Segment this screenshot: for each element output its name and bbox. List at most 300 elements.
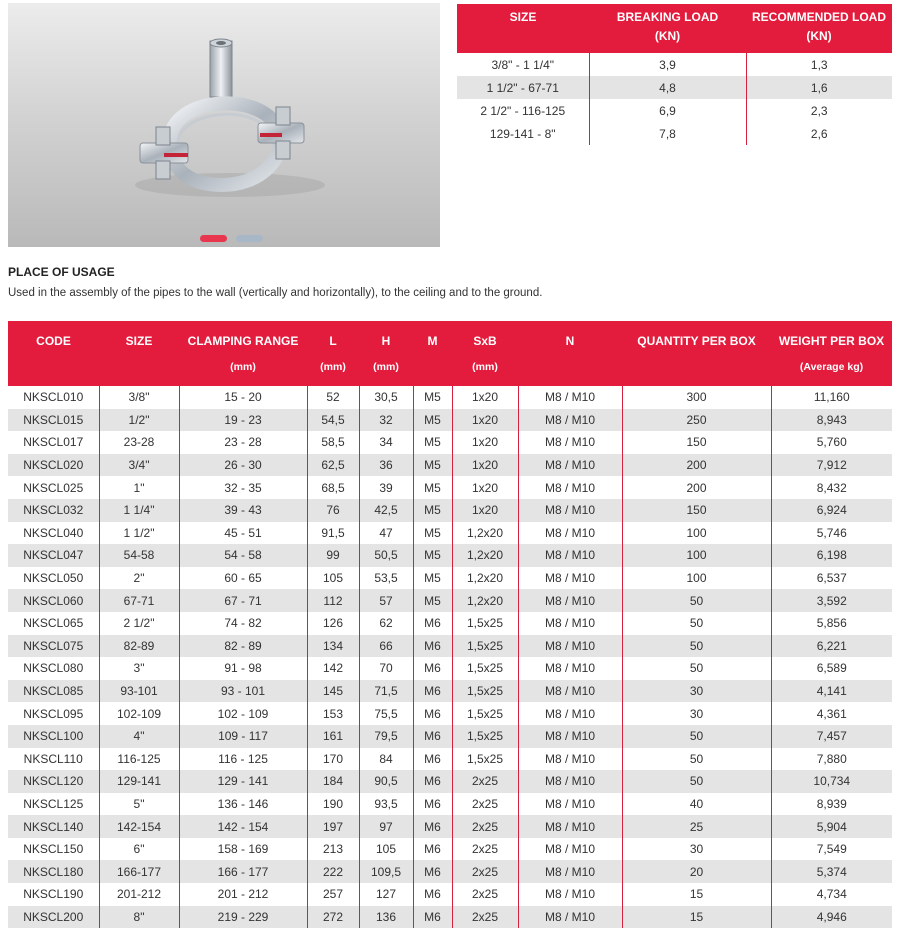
column-header: CODE <box>8 321 99 361</box>
table-row <box>8 589 892 612</box>
cell: 8,939 <box>771 793 892 816</box>
cell: M8 / M10 <box>518 702 622 725</box>
cell: 102-109 <box>99 702 179 725</box>
cell: 1" <box>99 476 179 499</box>
table-row <box>8 838 892 861</box>
cell: 1,5x25 <box>452 612 518 635</box>
cell: 2x25 <box>452 793 518 816</box>
cell: M8 / M10 <box>518 589 622 612</box>
cell: M6 <box>413 680 452 703</box>
cell: 1x20 <box>452 386 518 409</box>
cell: 32 <box>359 409 413 432</box>
table-row <box>8 702 892 725</box>
cell: NKSCL010 <box>8 386 99 409</box>
cell: 2x25 <box>452 838 518 861</box>
cell: 15 <box>622 883 771 906</box>
cell: 1x20 <box>452 431 518 454</box>
cell: 2x25 <box>452 770 518 793</box>
usage-title: PLACE OF USAGE <box>8 265 115 279</box>
cell: 105 <box>307 567 359 590</box>
cell: 136 <box>359 906 413 928</box>
cell: 47 <box>359 522 413 545</box>
cell: 112 <box>307 589 359 612</box>
cell: 200 <box>622 454 771 477</box>
table-row <box>8 409 892 432</box>
table-row <box>8 680 892 703</box>
cell: 30 <box>622 702 771 725</box>
cell: 2x25 <box>452 860 518 883</box>
cell: 52 <box>307 386 359 409</box>
cell: M8 / M10 <box>518 815 622 838</box>
cell: 1x20 <box>452 499 518 522</box>
cell: 23 - 28 <box>179 431 307 454</box>
table-row <box>8 748 892 771</box>
cell: NKSCL020 <box>8 454 99 477</box>
cell: 75,5 <box>359 702 413 725</box>
cell: 54,5 <box>307 409 359 432</box>
cell: 8" <box>99 906 179 928</box>
cell: 1,2x20 <box>452 567 518 590</box>
cell: 5,856 <box>771 612 892 635</box>
cell: 1,5x25 <box>452 702 518 725</box>
cell: 34 <box>359 431 413 454</box>
cell: NKSCL180 <box>8 860 99 883</box>
header-size: SIZE <box>457 4 589 53</box>
cell: 93 - 101 <box>179 680 307 703</box>
product-table-units <box>8 361 892 386</box>
load-table-row <box>457 53 892 76</box>
cell: M6 <box>413 906 452 928</box>
cell: 200 <box>622 476 771 499</box>
header-breaking-load: BREAKING LOAD (KN) <box>589 4 746 53</box>
cell: 7,457 <box>771 725 892 748</box>
table-row <box>8 544 892 567</box>
table-row <box>8 815 892 838</box>
column-header: QUANTITY PER BOX <box>622 321 771 361</box>
cell: M8 / M10 <box>518 386 622 409</box>
cell: M8 / M10 <box>518 567 622 590</box>
cell: M8 / M10 <box>518 499 622 522</box>
cell: NKSCL110 <box>8 748 99 771</box>
cell: 4,141 <box>771 680 892 703</box>
table-row <box>8 612 892 635</box>
cell: NKSCL095 <box>8 702 99 725</box>
cell: M6 <box>413 838 452 861</box>
cell: 129-141 - 8" <box>489 126 556 141</box>
cell: 272 <box>307 906 359 928</box>
cell: M6 <box>413 770 452 793</box>
cell: 4,734 <box>771 883 892 906</box>
column-header: SIZE <box>99 321 179 361</box>
cell: M5 <box>413 589 452 612</box>
cell: 126 <box>307 612 359 635</box>
cell: NKSCL080 <box>8 657 99 680</box>
cell: 1,5x25 <box>452 657 518 680</box>
cell: NKSCL065 <box>8 612 99 635</box>
cell: 6,9 <box>589 99 746 122</box>
table-row <box>8 386 892 409</box>
column-header: SxB <box>452 321 518 361</box>
cell: 42,5 <box>359 499 413 522</box>
cell: 1/2" <box>99 409 179 432</box>
cell: 15 - 20 <box>179 386 307 409</box>
cell: 57 <box>359 589 413 612</box>
cell: NKSCL025 <box>8 476 99 499</box>
load-table-row <box>457 99 892 122</box>
cell: M8 / M10 <box>518 409 622 432</box>
cell: 3/8" <box>99 386 179 409</box>
cell: 23-28 <box>99 431 179 454</box>
cell: 150 <box>622 499 771 522</box>
table-row <box>8 499 892 522</box>
cell: 50 <box>622 657 771 680</box>
column-header: H <box>359 321 413 361</box>
cell: 1 1/4" <box>99 499 179 522</box>
cell: 158 - 169 <box>179 838 307 861</box>
column-unit: (mm) <box>452 361 518 386</box>
cell: M6 <box>413 635 452 658</box>
cell: 4,361 <box>771 702 892 725</box>
cell: 300 <box>622 386 771 409</box>
cell: 166-177 <box>99 860 179 883</box>
cell: 161 <box>307 725 359 748</box>
cell: 257 <box>307 883 359 906</box>
cell: 1,5x25 <box>452 680 518 703</box>
cell: 39 <box>359 476 413 499</box>
cell: M6 <box>413 612 452 635</box>
cell: NKSCL100 <box>8 725 99 748</box>
cell: M5 <box>413 409 452 432</box>
cell: M8 / M10 <box>518 635 622 658</box>
cell: 7,912 <box>771 454 892 477</box>
pipe-clamp-image <box>8 3 440 247</box>
cell: 184 <box>307 770 359 793</box>
cell: 142 <box>307 657 359 680</box>
table-row <box>8 860 892 883</box>
cell: NKSCL190 <box>8 883 99 906</box>
column-unit <box>413 361 452 386</box>
cell: 91,5 <box>307 522 359 545</box>
cell: M8 / M10 <box>518 522 622 545</box>
cell: 67-71 <box>99 589 179 612</box>
cell: 3" <box>99 657 179 680</box>
cell: 2x25 <box>452 883 518 906</box>
cell: 50 <box>622 612 771 635</box>
cell: M8 / M10 <box>518 793 622 816</box>
header-recommended-load: RECOMMENDED LOAD (KN) <box>746 4 892 53</box>
table-row <box>8 883 892 906</box>
cell: M8 / M10 <box>518 770 622 793</box>
cell: 50,5 <box>359 544 413 567</box>
cell: NKSCL150 <box>8 838 99 861</box>
cell: NKSCL120 <box>8 770 99 793</box>
cell: M8 / M10 <box>518 725 622 748</box>
table-row <box>8 770 892 793</box>
cell: 6,537 <box>771 567 892 590</box>
cell: 1 1/2" <box>99 522 179 545</box>
cell: 67 - 71 <box>179 589 307 612</box>
table-row <box>8 431 892 454</box>
cell: 116-125 <box>99 748 179 771</box>
cell: 7,549 <box>771 838 892 861</box>
table-row <box>8 793 892 816</box>
product-table-header <box>8 321 892 361</box>
cell: 134 <box>307 635 359 658</box>
cell: 62,5 <box>307 454 359 477</box>
cell: M8 / M10 <box>518 883 622 906</box>
cell: M8 / M10 <box>518 544 622 567</box>
cell: 109 - 117 <box>179 725 307 748</box>
cell: M6 <box>413 815 452 838</box>
cell: 50 <box>622 770 771 793</box>
product-table <box>8 321 892 928</box>
cell: NKSCL085 <box>8 680 99 703</box>
cell: M8 / M10 <box>518 838 622 861</box>
cell: NKSCL125 <box>8 793 99 816</box>
cell: 82 - 89 <box>179 635 307 658</box>
cell: NKSCL140 <box>8 815 99 838</box>
cell: 109,5 <box>359 860 413 883</box>
cell: 190 <box>307 793 359 816</box>
cell: 1,3 <box>746 53 892 76</box>
load-table-header <box>457 4 892 53</box>
cell: 1,2x20 <box>452 522 518 545</box>
cell: 2,3 <box>746 99 892 122</box>
cell: 6" <box>99 838 179 861</box>
cell: 68,5 <box>307 476 359 499</box>
cell: 219 - 229 <box>179 906 307 928</box>
cell: NKSCL050 <box>8 567 99 590</box>
cell: 99 <box>307 544 359 567</box>
cell: M5 <box>413 476 452 499</box>
cell: 166 - 177 <box>179 860 307 883</box>
cell: 3,9 <box>589 53 746 76</box>
cell: 102 - 109 <box>179 702 307 725</box>
cell: 4,946 <box>771 906 892 928</box>
cell: 7,8 <box>589 122 746 145</box>
cell: 3/8" - 1 1/4" <box>491 57 555 72</box>
cell: 8,432 <box>771 476 892 499</box>
cell: 20 <box>622 860 771 883</box>
column-header: CLAMPING RANGE <box>179 321 307 361</box>
cell: M8 / M10 <box>518 476 622 499</box>
cell: 76 <box>307 499 359 522</box>
cell: 1,5x25 <box>452 635 518 658</box>
cell: 100 <box>622 522 771 545</box>
cell: 70 <box>359 657 413 680</box>
usage-text: Used in the assembly of the pipes to the wall (vertically and horizontally), to the ceiling and to the ground. <box>8 287 543 299</box>
cell: 136 - 146 <box>179 793 307 816</box>
cell: 50 <box>622 635 771 658</box>
cell: NKSCL040 <box>8 522 99 545</box>
cell: M8 / M10 <box>518 860 622 883</box>
cell: 6,924 <box>771 499 892 522</box>
cell: 71,5 <box>359 680 413 703</box>
cell: 93-101 <box>99 680 179 703</box>
cell: M8 / M10 <box>518 431 622 454</box>
cell: 153 <box>307 702 359 725</box>
cell: 105 <box>359 838 413 861</box>
cell: 5,904 <box>771 815 892 838</box>
cell: 201-212 <box>99 883 179 906</box>
cell: 84 <box>359 748 413 771</box>
cell: 1,6 <box>746 76 892 99</box>
column-unit <box>622 361 771 386</box>
cell: 2 1/2" - 116-125 <box>480 103 566 118</box>
cell: 1x20 <box>452 454 518 477</box>
cell: 129 - 141 <box>179 770 307 793</box>
cell: 30,5 <box>359 386 413 409</box>
cell: M5 <box>413 431 452 454</box>
cell: NKSCL032 <box>8 499 99 522</box>
cell: M8 / M10 <box>518 748 622 771</box>
cell: 250 <box>622 409 771 432</box>
cell: M6 <box>413 860 452 883</box>
cell: 5,760 <box>771 431 892 454</box>
table-row <box>8 476 892 499</box>
cell: 1,5x25 <box>452 725 518 748</box>
column-header: WEIGHT PER BOX <box>771 321 892 361</box>
cell: 142 - 154 <box>179 815 307 838</box>
cell: M5 <box>413 544 452 567</box>
cell: 90,5 <box>359 770 413 793</box>
column-header: M <box>413 321 452 361</box>
cell: NKSCL047 <box>8 544 99 567</box>
cell: 6,198 <box>771 544 892 567</box>
cell: 26 - 30 <box>179 454 307 477</box>
product-image <box>8 3 440 247</box>
cell: 142-154 <box>99 815 179 838</box>
table-row <box>8 635 892 658</box>
cell: 197 <box>307 815 359 838</box>
cell: 54-58 <box>99 544 179 567</box>
column-unit: (Average kg) <box>771 361 892 386</box>
cell: 19 - 23 <box>179 409 307 432</box>
cell: 66 <box>359 635 413 658</box>
table-row <box>8 725 892 748</box>
column-unit <box>8 361 99 386</box>
cell: 62 <box>359 612 413 635</box>
column-header: L <box>307 321 359 361</box>
cell: 4,8 <box>589 76 746 99</box>
cell: M6 <box>413 793 452 816</box>
cell: M8 / M10 <box>518 657 622 680</box>
cell: 53,5 <box>359 567 413 590</box>
cell: M8 / M10 <box>518 454 622 477</box>
cell: M5 <box>413 499 452 522</box>
cell: 50 <box>622 748 771 771</box>
cell: 100 <box>622 544 771 567</box>
cell: 93,5 <box>359 793 413 816</box>
cell: 1,5x25 <box>452 748 518 771</box>
cell: 222 <box>307 860 359 883</box>
cell: 39 - 43 <box>179 499 307 522</box>
cell: 79,5 <box>359 725 413 748</box>
cell: M5 <box>413 567 452 590</box>
carousel-dot[interactable] <box>236 235 263 242</box>
cell: M5 <box>413 454 452 477</box>
cell: 50 <box>622 589 771 612</box>
cell: 6,589 <box>771 657 892 680</box>
cell: 50 <box>622 725 771 748</box>
column-unit: (mm) <box>359 361 413 386</box>
cell: 1 1/2" - 67-71 <box>457 76 589 99</box>
table-row <box>8 522 892 545</box>
column-unit: (mm) <box>179 361 307 386</box>
table-row <box>8 567 892 590</box>
table-row <box>8 657 892 680</box>
cell: 25 <box>622 815 771 838</box>
cell: M6 <box>413 657 452 680</box>
cell: 91 - 98 <box>179 657 307 680</box>
cell: 36 <box>359 454 413 477</box>
cell: 2x25 <box>452 906 518 928</box>
cell: 201 - 212 <box>179 883 307 906</box>
column-header: N <box>518 321 622 361</box>
cell: 15 <box>622 906 771 928</box>
column-unit <box>518 361 622 386</box>
cell: 1,2x20 <box>452 589 518 612</box>
cell: NKSCL200 <box>8 906 99 928</box>
cell: M5 <box>413 522 452 545</box>
cell: M6 <box>413 748 452 771</box>
cell: 4" <box>99 725 179 748</box>
cell: 2x25 <box>452 815 518 838</box>
cell: 40 <box>622 793 771 816</box>
cell: 3/4" <box>99 454 179 477</box>
column-unit <box>99 361 179 386</box>
cell: 30 <box>622 838 771 861</box>
cell: 5" <box>99 793 179 816</box>
cell: 8,943 <box>771 409 892 432</box>
cell: 11,160 <box>771 386 892 409</box>
cell: 1x20 <box>452 476 518 499</box>
cell: M6 <box>413 702 452 725</box>
cell: 97 <box>359 815 413 838</box>
carousel-dots <box>200 235 263 242</box>
cell: 54 - 58 <box>179 544 307 567</box>
cell: 2,6 <box>746 122 892 145</box>
cell: M8 / M10 <box>518 906 622 928</box>
load-table <box>457 4 892 145</box>
cell: NKSCL060 <box>8 589 99 612</box>
cell: NKSCL075 <box>8 635 99 658</box>
cell: 32 - 35 <box>179 476 307 499</box>
cell: M5 <box>413 386 452 409</box>
carousel-dot-active[interactable] <box>200 235 227 242</box>
cell: 1x20 <box>452 409 518 432</box>
cell: 5,746 <box>771 522 892 545</box>
cell: 7,880 <box>771 748 892 771</box>
cell: 145 <box>307 680 359 703</box>
cell: 129-141 <box>99 770 179 793</box>
cell: 150 <box>622 431 771 454</box>
load-table-row <box>457 76 892 99</box>
cell: M8 / M10 <box>518 680 622 703</box>
cell: 10,734 <box>771 770 892 793</box>
cell: NKSCL015 <box>8 409 99 432</box>
cell: 100 <box>622 567 771 590</box>
cell: 116 - 125 <box>179 748 307 771</box>
cell: 6,221 <box>771 635 892 658</box>
cell: 3,592 <box>771 589 892 612</box>
cell: 5,374 <box>771 860 892 883</box>
cell: 82-89 <box>99 635 179 658</box>
cell: 30 <box>622 680 771 703</box>
cell: M6 <box>413 883 452 906</box>
cell: M6 <box>413 725 452 748</box>
cell: 170 <box>307 748 359 771</box>
